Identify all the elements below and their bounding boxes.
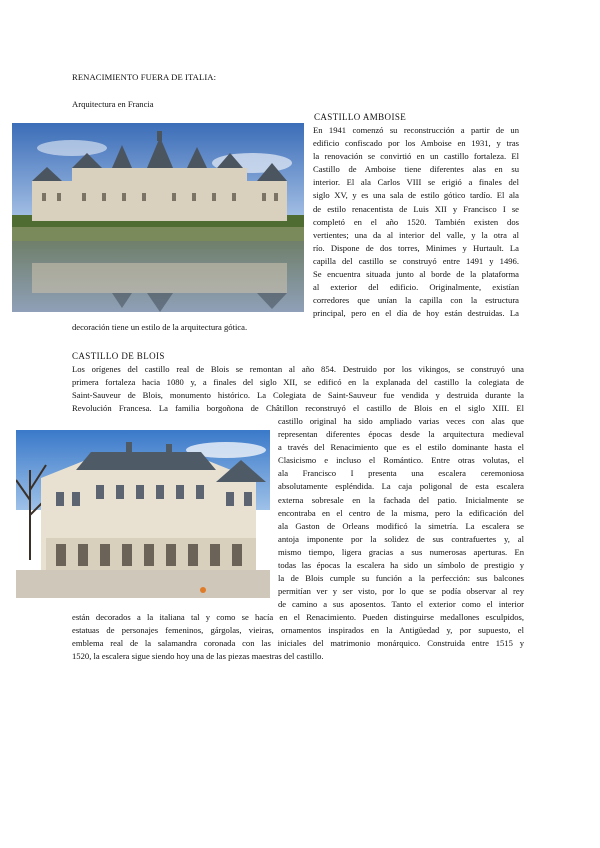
- amboise-section-title: CASTILLO AMBOISE: [314, 112, 407, 122]
- text-line: castillo original ha sido ampliado varias veces con alas que: [278, 416, 524, 426]
- text-line: a través del Renacimiento que es el estilo dominante hasta el: [278, 442, 524, 453]
- text-line: principal, pero en el día de hoy están destruidas. La: [313, 308, 519, 319]
- text-line: absolutamente espléndida. La caja poligonal de esta escalera: [278, 481, 524, 492]
- text-line: corredores que unían la capilla con la estructura: [313, 295, 519, 306]
- text-line: al exterior del edificio. Originalmente, existían: [313, 282, 519, 293]
- text-line: de camino a sus aposentos. Tanto el exterior como el interior: [278, 599, 524, 610]
- text-line: río. Dispone de dos torres, Minimes y Hurtault. La: [313, 242, 519, 253]
- text-line: Castillo de Amboise tiene diferentes alas en su: [313, 164, 519, 175]
- text-line: encontraba en el centro de la misma, pero la edificación del: [278, 507, 524, 518]
- blois-castle-photo: [16, 430, 270, 598]
- text-line: mismo tiempo, ligera gracias a sus numerosas aperturas. En: [278, 546, 524, 557]
- text-line: ala Gaston de Orleans modificó la simetría. La escalera se: [278, 520, 524, 531]
- text-line: ala Francisco I presenta una escalera ceremoniosa: [278, 468, 524, 479]
- text-line: decoración tiene un estilo de la arquitectura gótica.: [72, 322, 248, 332]
- text-line: representan diferentes épocas desde la arquitectura medieval: [278, 429, 524, 440]
- text-line: la renovación se convirtió en un castillo fortaleza. El: [313, 151, 519, 162]
- text-line: antoja imponente por la solidez de sus contrafuertes y, al: [278, 533, 524, 544]
- text-line: edificio confiscado por los Amboise en 1931, y tras: [313, 138, 519, 149]
- text-line: 1520, la escalera sigue siendo hoy una de las piezas maestras del castillo.: [72, 651, 324, 662]
- text-line: emblema real de la salamandra coronada con las iniciales del matrimonio monárquico. Construida entre 1515 y: [72, 638, 524, 649]
- text-line: la de Blois cumple su función a la perfección: sus balcones: [278, 573, 524, 584]
- blois-section-title: CASTILLO DE BLOIS: [72, 351, 165, 361]
- blois-intro-paragraph: [72, 363, 524, 415]
- text-line: Clasicismo e incluso el Romántico. Entre otras volutas, el: [278, 455, 524, 466]
- text-line: primera fortaleza hacia 1080 y, a finales del siglo XII, se edificó en la explanada del castillo la colegiata de: [72, 377, 524, 388]
- text-line: de estilo renacentista de Luis XII y Francisco I se: [313, 203, 519, 214]
- text-line: Saint-Sauveur de Blois, monumento histórico. La Colegiata de Saint-Sauveur fue vendida y destruida durante la: [72, 390, 524, 401]
- document-subtitle: Arquitectura en Francia: [72, 99, 154, 109]
- text-line: siglo XV, y es una sala de estilo gótico tardío. El ala: [313, 190, 519, 201]
- amboise-closing-line: [72, 321, 522, 334]
- amboise-castle-photo: [12, 123, 304, 312]
- text-line: completó en el año 1520. También existen dos: [313, 216, 519, 227]
- text-line: Revolución Francesa. La familia borgoñona de Châtillon reconstruyó el castillo de Blois en el siglo XIII. El: [72, 403, 524, 414]
- text-line: Los orígenes del castillo real de Blois se remontan al año 854. Destruido por los vikingos, se construyó una: [72, 364, 524, 374]
- text-line: Se encuentra situada junto al borde de la plataforma: [313, 269, 519, 280]
- text-line: permitían ver y ser visto, por lo que se podía observar al rey: [278, 586, 524, 597]
- text-line: En 1941 comenzó su reconstrucción a partir de un: [313, 125, 519, 135]
- amboise-paragraph: [313, 124, 519, 320]
- document-title: RENACIMIENTO FUERA DE ITALIA:: [72, 72, 217, 82]
- blois-closing-paragraph: [72, 611, 524, 663]
- text-line: interior. El ala Carlos VIII se erigió a finales del: [313, 177, 519, 188]
- text-line: todas las épocas la escalera ha sido un símbolo de prestigio y: [278, 560, 524, 571]
- text-line: vertientes; una da al interior del valle, y la otra al: [313, 229, 519, 240]
- text-line: están decorados a la italiana tal y como se hacía en el Renacimiento. Pueden distinguirse medallones esculpidos,: [72, 612, 524, 622]
- text-line: capilla del castillo se construyó entre 1491 y 1496.: [313, 255, 519, 266]
- text-line: externa sobresale en la fachada del patio. Inicialmente se: [278, 494, 524, 505]
- text-line: estatuas de personajes femeninos, gárgolas, vieiras, ornamentos inspirados en la Antigüedad y, por supuesto, el: [72, 625, 524, 636]
- blois-side-paragraph: [278, 415, 524, 611]
